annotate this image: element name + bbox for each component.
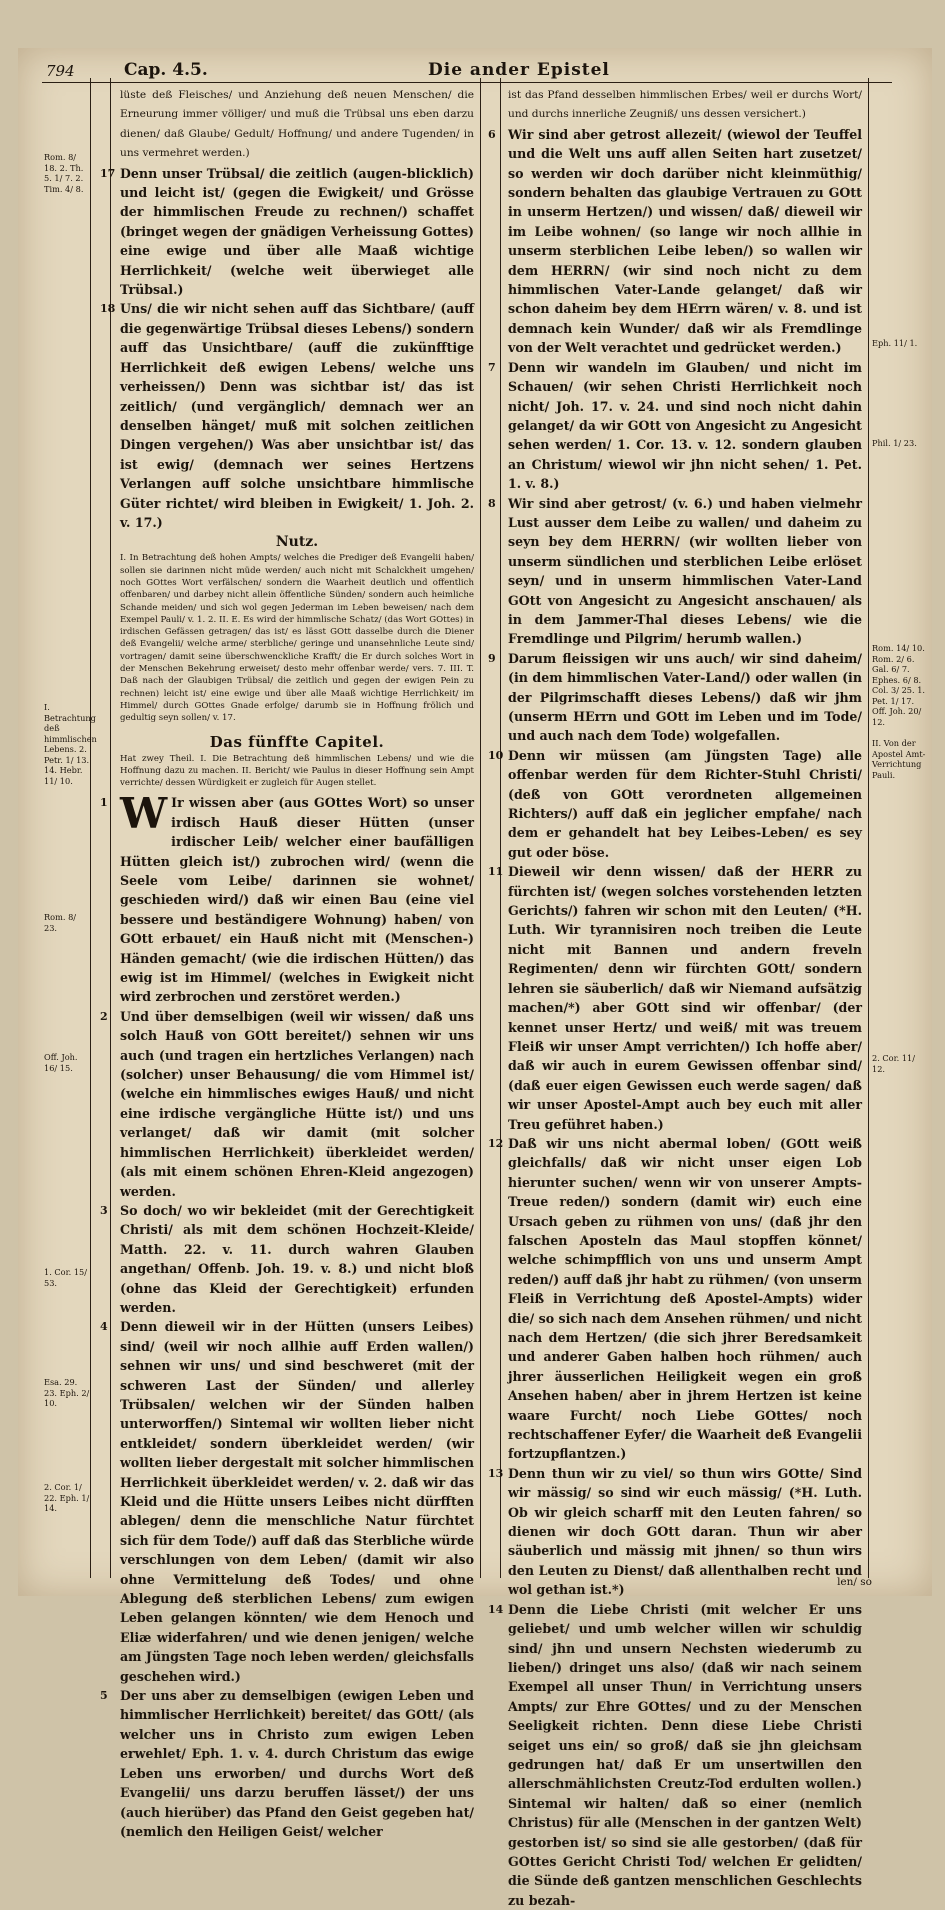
right-margin-rule — [868, 78, 869, 1578]
margin-note: Rom. 8/ 18. 2. Th. 5. 1/ 7. 2. Tim. 4/ 8. — [44, 152, 84, 194]
right-margin-notes — [872, 338, 928, 1558]
chapter-reference: Cap. 4.5. — [124, 60, 208, 80]
margin-note: II. Von der Apostel Amt- Verrichtung Pauli. — [872, 738, 926, 780]
margin-note: I. Betrachtung deß himmlischen Lebens. 2. Petr. 1/ 13. 14. Hebr. 11/ 10. — [44, 702, 97, 786]
verse-8: 8 Wir sind aber getrost/ (v. 6.) und haben vielmehr Lust ausser dem Leibe zu wallen/ und daheim zu seyn bey dem HERRN/ (wir wollten lieber von unserm sündlichen und sterblichen Leibe erlöset seyn/ und in unserm himmlischen Vater-Land GOtt von Angesicht zu Angesicht anschauen/ als in dem Jammer-Thal dieses Lebens/ wie die Fremdlinge und Pilgrim/ herumb wallen.) — [488, 495, 862, 647]
margin-note: Esa. 29. 23. Eph. 2/ 10. — [44, 1377, 90, 1408]
running-head: Die ander Epistel — [428, 60, 610, 80]
verse-continuation: lüste deß Fleisches/ und Anziehung deß neuen Menschen/ die Erneurung immer völliger/ und muß die Trübsal uns eben darzu dienen/ daß Glaube/ Gedult/ Hoffnung/ und andere Tugenden/ in uns vermehret werden.) — [120, 89, 474, 160]
margin-note: 2. Cor. 11/ 12. — [872, 1053, 916, 1074]
verse-9: 9 Darum fleissigen wir uns auch/ wir sind daheim/ (in dem himmlischen Vater-Land/) oder wallen (in der Pilgrimschafft dieses Lebens/) daß wir jhm (unserm HErrn und GOtt im Leben und im Tode/ und auch nach dem Tode) wolgefallen. — [488, 650, 862, 744]
margin-note: Rom. 8/ 23. — [44, 912, 77, 933]
center-rule-1 — [480, 78, 481, 1578]
margin-note: Eph. 11/ 1. — [872, 338, 918, 348]
left-margin-rule — [90, 78, 91, 1578]
verse-continuation: ist das Pfand desselben himmlischen Erbes/ weil er durchs Wort/ und durchs innerliche Zeugniß/ uns dessen versichert.) — [508, 89, 862, 121]
verse-5: 5 Der uns aber zu demselbigen (ewigen Leben und himmlischer Herrlichkeit) bereitet/ das GOtt/ (als welcher uns in Christo zum ewigen Leben erwehlet/ Eph. 1. v. 4. durch Christum das ewige Leben uns erworben/ und durchs Wort deß Evangelii/ uns darzu beruffen lässet/) der uns (auch hierüber) das Pfand den Geist gegeben hat/ (nemlich den Heiligen Geist/ welcher — [100, 1688, 474, 1839]
verse-6: 6 Wir sind aber getrost allezeit/ (wiewol der Teuffel und die Welt uns auff allen Seiten hart zusetzet/ so werden wir doch darüber nicht kleinmüthig/ sondern behalten das glaubige Vertrauen zu GOtt in unserm Hertzen/) und wissen/ daß/ dieweil wir im Leibe wohnen/ (so lange wir noch allhie in unserm sterblichen Leibe leben/) so wallen wir dem HERRN/ (wir sind noch nicht zu dem himmlischen Vater-Lande gelanget/ daß wir schon daheim bey dem HErrn wären/ v. 8. und ist demnach kein Wunder/ daß wir als Fremdlinge von der Welt verachtet und gedrücket werden.) — [488, 126, 862, 356]
nutz-section — [120, 552, 474, 724]
verse-13: 13 Denn thun wir zu viel/ so thun wirs GOtte/ Sind wir mässig/ so sind wir euch mässig/ (*H. Luth. Ob wir gleich scharff mit den Leuten fahren/ so dienen wir doch GOtt daran. Thun wir aber säuberlich und mässig mit jhnen/ so thun wirs den Leuten zu Dienst/ daß allenthalben recht und wol gethan ist.*) — [488, 1465, 862, 1598]
header-rule — [42, 82, 892, 83]
nutz-heading: Nutz. — [275, 534, 319, 551]
page-header — [18, 60, 932, 80]
left-text-column — [100, 86, 475, 1839]
left-margin-notes — [44, 152, 97, 1572]
book-page — [18, 48, 932, 1908]
verse-14: 14 Denn die Liebe Christi (mit welcher Er uns geliebet/ und umb welcher willen wir schuldig sind/ jhn und unsern Nechsten wiederumb zu lieben/) dringet uns also/ (daß wir nach seinem Exempel all unser Thun/ in Verrichtung unsers Ampts/ zur Ehre GOttes/ und zu der Menschen Seeligkeit richten. Denn diese Liebe Christi seiget uns ein/ so groß/ daß sie jhn gleichsam gedrungen hat/ daß Er um unsertwillen den allerschmählichsten Creutz-Tod erdulten wollen.) Sintemal wir halten/ daß so einer (nemlich Christus) für alle (Menschen in der gantzen Welt) gestorben ist/ so sind sie alle gestorben/ (daß für GOttes Gericht Christi Tod/ welchen Er gelidten/ die Sünde deß gantzen menschlichen Geschlechts zu bezah- — [488, 1601, 862, 1908]
verse-4: 4 Denn dieweil wir in der Hütten (unsers Leibes) sind/ (weil wir noch allhie auff Erden wallen/) sehnen wir uns/ und sind beschweret (mit der schweren Last der Sünden/ und allerley Trübsalen/ welchen wir der Sünden halben unterworffen/) Sintemal wir wollten lieber nicht entkleidet/ sondern überkleidet werden/ (wir wollten lieber dergestalt mit solcher himmlischen Herrlichkeit überkleidet werden/ v. 2. daß wir das Kleid und die Hütte unsers Leibes nicht dürfften ablegen/ denn die menschliche Natur fürchtet sich für dem Tode/) auff daß das Sterbliche würde verschlungen von dem Leben/ (damit wir also ohne Vermittelung deß Todes/ und ohne Ablegung deß sterblichen Lebens/ zum ewigen Leben gelangen könnten/ wie dem Henoch und Eliæ widerfahren/ und wie denen jenigen/ welche am Jüngsten Tage noch leben werden/ gleichsfalls geschehen wird.) — [100, 1319, 474, 1684]
verse-12: 12 Daß wir uns nicht abermal loben/ (GOtt weiß gleichfalls/ daß wir nicht unser eigen Lob hierunter suchen/ wenn wir von unserer Ampts-Treue reden/) sondern (damit wir) euch eine Ursach geben zu rühmen von uns/ (daß jhr den falschen Aposteln das Maul stopffen könnet/ welche schimpfflich von uns und unserm Ampt reden/) auff daß jhr habt zu rühmen/ (von unserm Fleiß in Verrichtung deß Apostel-Ampts) wider die/ so sich nach dem Ansehen rühmen/ und nicht nach dem Hertzen/ (die sich jhrer Beredsamkeit und anderer Gaben halben hoch rühmen/ auch jhrer äusserlichen Heiligkeit wegen ein groß Ansehen haben/ aber in jhrem Hertzen ist keine waare Furcht/ noch Liebe GOttes/ noch rechtschaffener Eyfer/ die Waarheit deß Evangelii fortzupflantzen.) — [488, 1135, 862, 1462]
drop-capital: W — [120, 789, 168, 839]
margin-note: 2. Cor. 1/ 22. Eph. 1/ 14. — [44, 1482, 90, 1513]
argument-text: Hat zwey Theil. I. Die Betrachtung deß himmlischen Lebens/ und wie die Hoffnung dazu zu machen. II. Bericht/ wie Paulus in dieser Hoffnung sein Ampt verrichte/ dessen Würdigkeit er zugleich für Augen stellet. — [120, 753, 474, 789]
catchword: len/ so — [837, 1576, 872, 1588]
center-rule-2 — [500, 78, 501, 1578]
verse-18: 18 Uns/ die wir nicht sehen auff das Sichtbare/ (auff die gegenwärtige Trübsal dieses Lebens/) sondern auff das Unsichtbare/ (auff die zukünfftige Herrlichkeit deß ewigen Lebens/ welche uns verheissen/) Denn was sichtbar ist/ das ist zeitlich/ (und vergänglich/ demnach wer an denselben hänget/ muß mit solchen zeitlichen Dingen vergehen/) Was aber unsichtbar ist/ das ist ewig/ (demnach wer seines Hertzens Verlangen auff solche unsichtbare himmlische Güter richtet/ wird bleiben in Ewigkeit/ 1. Joh. 2. v. 17.) — [100, 301, 475, 530]
margin-note: Rom. 14/ 10. Rom. 2/ 6. Gal. 6/ 7. Ephes. 6/ 8. Col. 3/ 25. 1. Pet. 1/ 17. Off. Joh. 20/ 12. — [872, 643, 926, 727]
verse-1: 1 W Ir wissen aber (aus GOttes Wort) so unser irdisch Hauß dieser Hütten (unser irdischer Leib/ welcher einer baufälligen Hütten gleich ist/) zubrochen wird/ (wenn die Seele vom Leibe/ darinnen sie wohnet/ geschieden wird/) daß wir einen Bau (eine viel bessere und beständigere Wohnung) haben/ von GOtt erbauet/ ein Hauß nicht mit (Menschen-) Händen gemacht/ (wie die irdischen Hütten/) das ewig ist im Himmel/ (welches in Ewigkeit nicht wird zerbrochen und zerstöret werden.) — [100, 789, 474, 1005]
nutz-text: I. In Betrachtung deß hohen Ampts/ welches die Prediger deß Evangelii haben/ sollen sie darinnen nicht müde werden/ auch nicht mit Schalckheit umgehen/ noch GOttes Wort verfälschen/ sondern die Waarheit deutlich und offentlich offenbaren/ und darbey nicht allein öffentliche Sünden/ sondern auch heimliche Schande meiden/ und sich wol gegen Jederman im Leben beweisen/ nach dem Exempel Pauli/ v. 1. 2. II. E. Es wird der himmlische Schatz/ (das Wort GOttes) in irdischen Gefässen getragen/ das ist/ es lässt GOtt dasselbe durch die Diener deß Evangelii/ welche arme/ sterbliche/ geringe und unansehnliche Leute sind/ vortragen/ damit seine überschwenckliche Krafft/ die Er durch solches Wort in der Menschen Bekehrung erweiset/ desto mehr offenbar werde/ vers. 7. III. T. Daß nach der Glaubigen Trübsal/ die zeitlich und gegen der ewigen Pein zu rechnen) leicht ist/ eine ewige und über alle Maaß wichtige Herrlichkeit/ im Himmel/ durch GOttes Gnade erfolge/ darumb sie in Hoffnung frölich und gedultig seyn sollen/ v. 17. — [120, 553, 474, 724]
margin-note: Phil. 1/ 23. — [872, 438, 917, 448]
verse-7: 7 Denn wir wandeln im Glauben/ und nicht im Schauen/ (wir sehen Christi Herrlichkeit noch nicht/ Joh. 17. v. 24. und sind noch nicht dahin gelanget/ da wir GOtt von Angesicht zu Angesicht sehen werden/ 1. Cor. 13. v. 12. sondern glauben an Christum/ wiewol wir jhn nicht sehen/ 1. Pet. 1. v. 8.) — [488, 359, 862, 492]
margin-note: 1. Cor. 15/ 53. — [44, 1267, 88, 1288]
chapter-argument — [120, 753, 474, 790]
chapter-title: Das fünffte Capitel. — [209, 732, 385, 751]
verse-11: 11 Dieweil wir denn wissen/ daß der HERR zu fürchten ist/ (wegen solches vorstehenden letzten Gerichts/) fahren wir schon mit den Leuten/ (*H. Luth. Wir tyrannisiren noch treiben die Leute nicht mit Bannen und andern freveln Regimenten/ denn wir fürchten GOtt/ sondern lehren sie säuberlich/ daß wir Niemand aufsätzig machen/*) aber GOtt sind wir offenbar/ (der kennet unser Hertz/ und weiß/ mit was treuem Fleiß wir unser Ampt verrichten/) Ich hoffe aber/ daß wir auch in eurem Gewissen offenbar sind/ (daß euer eigen Gewissen euch werde sagen/ daß wir unser Apostel-Ampt auch bey euch mit aller Treu geführet haben.) — [488, 864, 862, 1132]
verse-10: 10 Denn wir müssen (am Jüngsten Tage) alle offenbar werden für dem Richter-Stuhl Christi/ (deß von GOtt verordneten allgemeinen Richters/) auff daß ein jeglicher empfahe/ nach dem er gehandelt hat bey Leibes-Leben/ es sey gut oder böse. — [488, 747, 862, 860]
verse-3: 3 So doch/ wo wir bekleidet (mit der Gerechtigkeit Christi/ als mit dem schönen Hochzeit-Kleide/ Matth. 22. v. 11. durch wahren Glauben angethan/ Offenb. Joh. 19. v. 8.) und nicht bloß (ohne das Kleid der Gerechtigkeit) erfunden werden. — [100, 1202, 474, 1315]
page-number: 794 — [46, 62, 75, 80]
verse-17: 17 Denn unser Trübsal/ die zeitlich (augen-blicklich) und leicht ist/ (gegen die Ewigkeit/ und Grösse der himmlischen Freude zu rechnen/) schaffet (bringet wegen der gnädigen Verheissung Gottes) eine ewige und über alle Maaß wichtige Herrlichkeit/ (welche weit überwieget alle Trübsal.) — [100, 165, 474, 298]
margin-note: Off. Joh. 16/ 15. — [44, 1052, 78, 1073]
verse-2: 2 Und über demselbigen (weil wir wissen/ daß uns solch Hauß von GOtt bereitet/) sehnen wir uns auch (und tragen ein hertzliches Verlangen) nach (solcher) unser Behausung/ die vom Himmel ist/ (welche ein himmlisches ewiges Hauß/ und nicht eine irdische vergängliche Hütte ist/) und uns verlanget/ daß wir damit (mit solcher himmlischen Herrlichkeit) überkleidet werden/ (als mit einem schönen Ehren-Kleid angezogen) werden. — [100, 1008, 474, 1199]
